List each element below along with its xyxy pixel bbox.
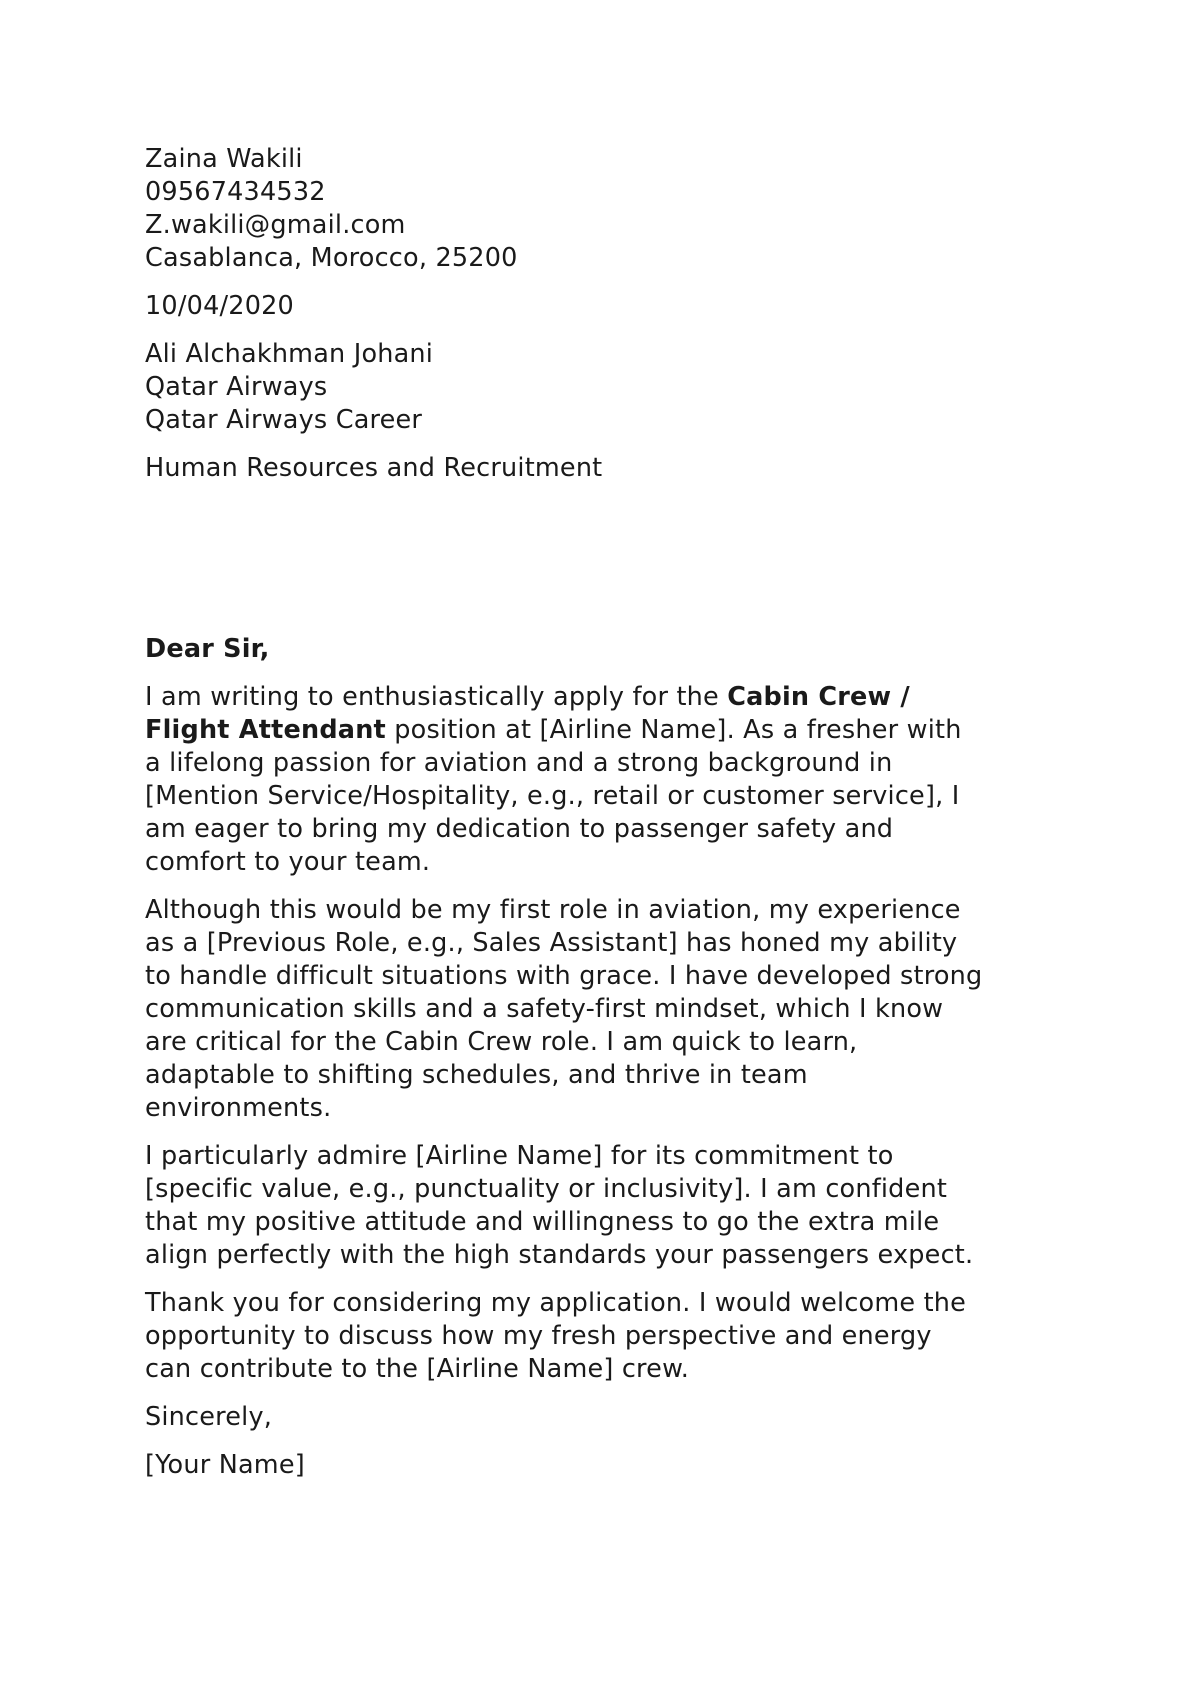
body-line: that my positive attitude and willingness to go the extra mile [145,1207,940,1237]
text-run: position at [Airline Name]. As a fresher with [385,715,962,745]
body-line: environments. [145,1093,332,1123]
recipient-company: Qatar Airways [145,372,328,402]
body-line [145,681,1075,714]
text-run: I am writing to enthusiastically apply for the [145,682,728,712]
sender-address: Casablanca, Morocco, 25200 [145,243,518,273]
closing: Sincerely, [145,1402,273,1432]
body-line: [specific value, e.g., punctuality or inclusivity]. I am confident [145,1174,948,1204]
letter-date: 10/04/2020 [145,291,294,321]
body-line: a lifelong passion for aviation and a strong background in [145,748,893,778]
body-line: are critical for the Cabin Crew role. I am quick to learn, [145,1027,858,1057]
body-paragraph-2 [145,894,1075,1125]
bold-text-run: Flight Attendant [145,715,386,745]
body-line: to handle difficult situations with grace. I have developed strong [145,961,983,991]
body-line: am eager to bring my dedication to passenger safety and [145,814,894,844]
sender-email: Z.wakili@gmail.com [145,210,406,240]
recipient-name: Ali Alchakhman Johani [145,339,434,369]
body-line: I particularly admire [Airline Name] for its commitment to [145,1141,894,1171]
body-line [145,714,1075,747]
bold-text-run: Cabin Crew / [727,682,910,712]
date-block [145,290,1075,323]
recipient-department: Qatar Airways Career [145,405,423,435]
letter-page [145,143,1075,1482]
body-line: as a [Previous Role, e.g., Sales Assistant] has honed my ability [145,928,958,958]
body-paragraph-1 [145,681,1075,879]
body-line: Thank you for considering my application. I would welcome the [145,1288,967,1318]
body-paragraph-4 [145,1287,1075,1386]
body-line: opportunity to discuss how my fresh perspective and energy [145,1321,932,1351]
sender-phone: 09567434532 [145,177,326,207]
body-line: Although this would be my first role in aviation, my experience [145,895,961,925]
salutation-block [145,633,1075,666]
body-line: adaptable to shifting schedules, and thrive in team [145,1060,808,1090]
sender-block [145,143,1075,275]
body-line: communication skills and a safety-first mindset, which I know [145,994,944,1024]
recipient-block [145,338,1075,437]
body-line: can contribute to the [Airline Name] crew. [145,1354,690,1384]
signature-block [145,1449,1075,1482]
body-line: [Mention Service/Hospitality, e.g., retail or customer service], I [145,781,960,811]
division-block [145,452,1075,485]
body-paragraph-3 [145,1140,1075,1272]
body-line: comfort to your team. [145,847,431,877]
signature: [Your Name] [145,1450,305,1480]
body-line: align perfectly with the high standards your passengers expect. [145,1240,974,1270]
recipient-division: Human Resources and Recruitment [145,453,603,483]
sender-name: Zaina Wakili [145,144,303,174]
closing-block [145,1401,1075,1434]
salutation: Dear Sir, [145,634,270,664]
